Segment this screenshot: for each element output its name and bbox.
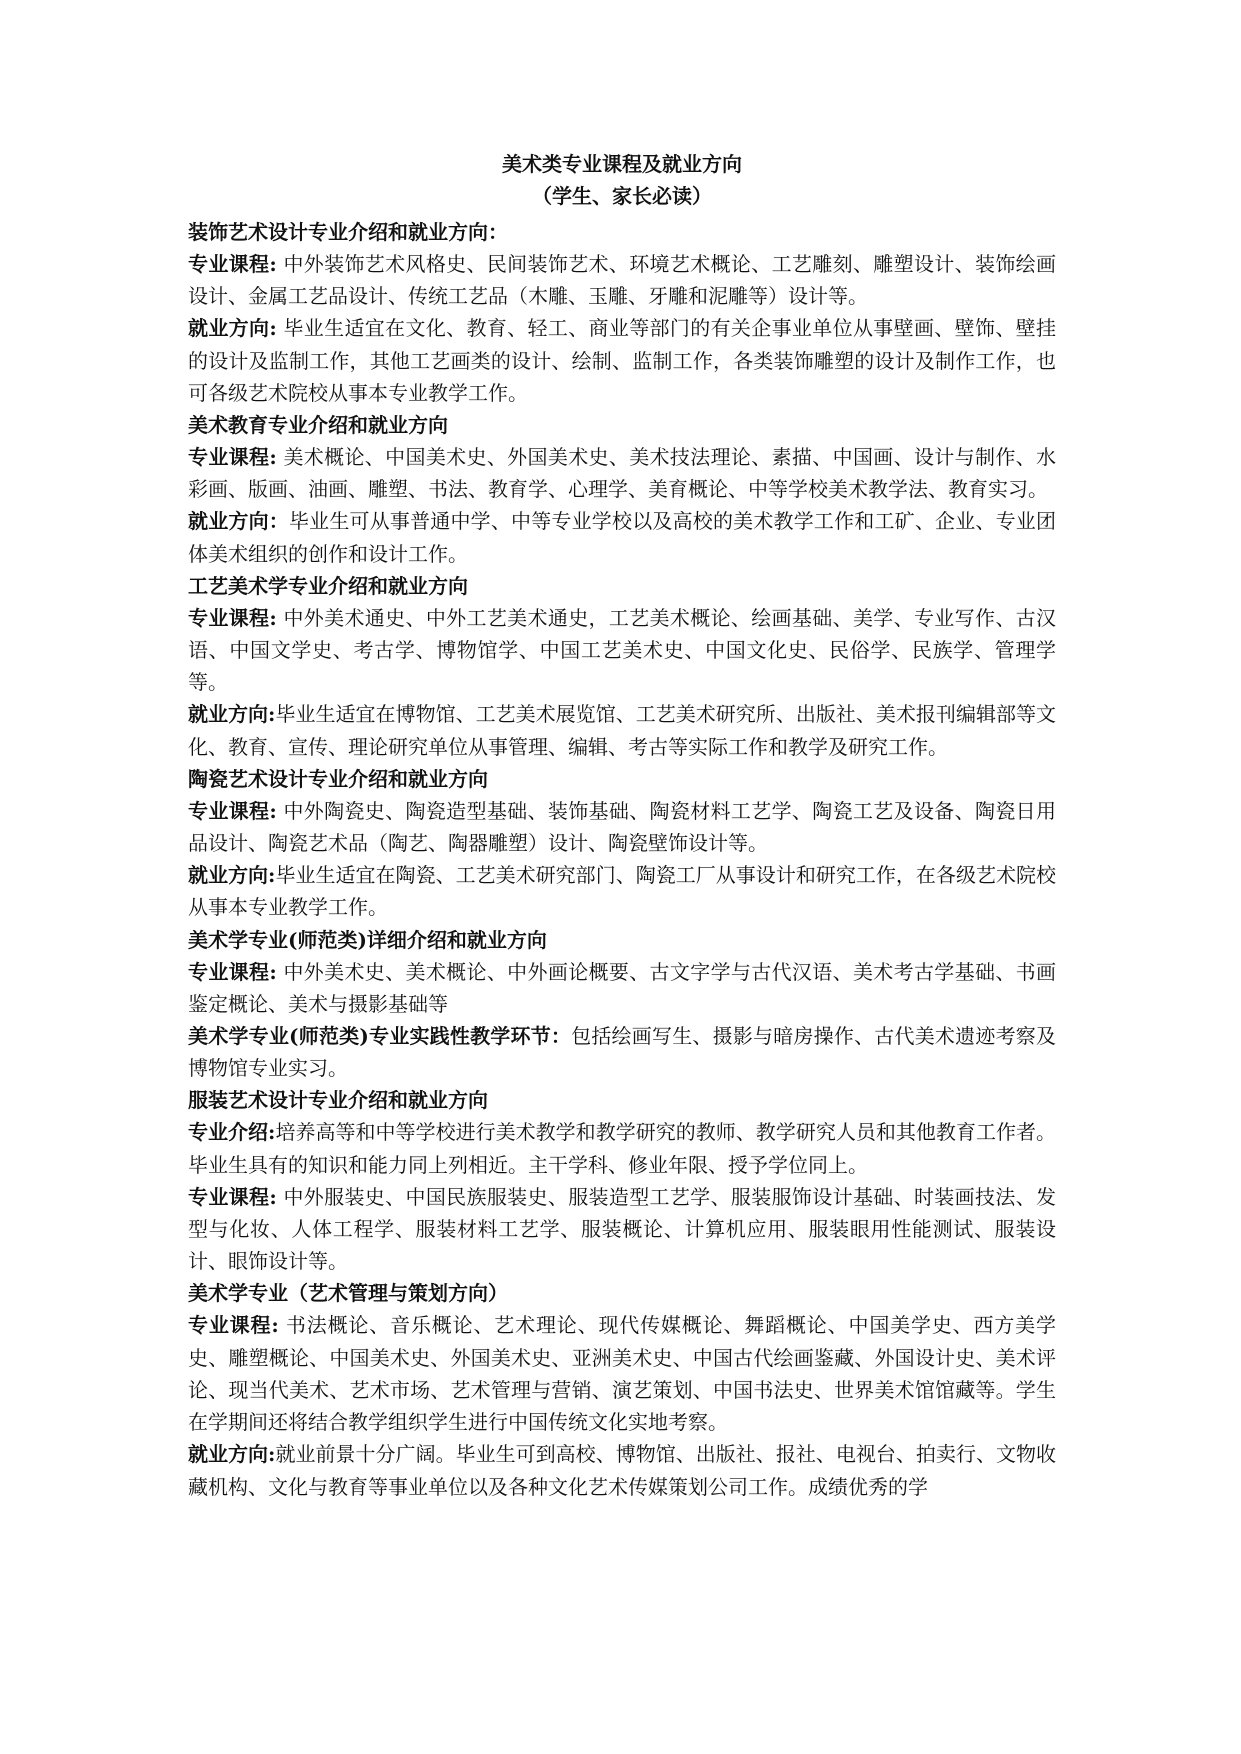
section-heading: 陶瓷艺术设计专业介绍和就业方向 xyxy=(188,766,488,791)
section-fine-arts-teacher-training xyxy=(188,924,1056,1085)
section-ceramic-art-design xyxy=(188,763,1056,924)
paragraph-introduction xyxy=(188,1116,1056,1180)
section-heading: 美术学专业（艺术管理与策划方向） xyxy=(188,1281,508,1306)
paragraph-careers xyxy=(188,1438,1056,1502)
paragraph-text: 中外陶瓷史、陶瓷造型基础、装饰基础、陶瓷材料工艺学、陶瓷工艺及设备、陶瓷日用品设计、陶瓷艺术品（陶艺、陶器雕塑）设计、陶瓷壁饰设计等。 xyxy=(188,798,1056,856)
document-page xyxy=(188,148,1056,1503)
paragraph-text: 就业前景十分广阔。毕业生可到高校、博物馆、出版社、报社、电视台、拍卖行、文物收藏机构、文化与教育等事业单位以及各种文化艺术传媒策划公司工作。成绩优秀的学 xyxy=(188,1442,1057,1499)
paragraph-careers xyxy=(188,312,1056,409)
paragraph-label: 专业课程: xyxy=(188,798,277,823)
paragraph-label: 专业课程: xyxy=(188,1313,279,1338)
paragraph-text: 毕业生适宜在陶瓷、工艺美术研究部门、陶瓷工厂从事设计和研究工作，在各级艺术院校从事本专业教学工作。 xyxy=(188,863,1057,920)
paragraph-text: 包括绘画写生、摄影与暗房操作、古代美术遗迹考察及博物馆专业实习。 xyxy=(188,1024,1056,1081)
paragraph-text: 培养高等和中等学校进行美术教学和教学研究的教师、教学研究人员和其他教育工作者。毕业生具有的知识和能力同上列相近。主干学科、修业年限、授予学位同上。 xyxy=(188,1120,1057,1177)
paragraph-label: 专业课程: xyxy=(188,959,277,984)
document-subtitle: （学生、家长必读） xyxy=(532,184,712,208)
paragraph-text: 中外服装史、中国民族服装史、服装造型工艺学、服装服饰设计基础、时装画技法、发型与化妆、人体工程学、服装材料工艺学、服装概论、计算机应用、服装眼用性能测试、服装设计、眼饰设计等。 xyxy=(188,1184,1056,1274)
paragraph-courses xyxy=(188,795,1056,859)
section-heading: 装饰艺术设计专业介绍和就业方向： xyxy=(188,220,508,244)
paragraph-practice xyxy=(188,1020,1056,1084)
paragraph-label: 专业课程: xyxy=(188,1184,277,1209)
paragraph-label: 就业方向: xyxy=(188,316,277,341)
paragraph-label: 就业方向： xyxy=(188,509,289,534)
paragraph-label: 美术学专业(师范类)专业实践性教学环节： xyxy=(188,1024,572,1049)
paragraph-text: 美术概论、中国美术史、外国美术史、美术技法理论、素描、中国画、设计与制作、水彩画、版画、油画、雕塑、书法、教育学、心理学、美育概论、中等学校美术教学法、教育实习。 xyxy=(188,445,1056,502)
paragraph-courses xyxy=(188,248,1056,312)
section-art-education xyxy=(188,409,1056,570)
document-title: 美术类专业课程及就业方向 xyxy=(502,152,742,176)
paragraph-label: 专业课程: xyxy=(188,252,277,276)
paragraph-careers xyxy=(188,505,1056,569)
paragraph-text: 毕业生可从事普通中学、中等专业学校以及高校的美术教学工作和工矿、企业、专业团体美术组织的创作和设计工作。 xyxy=(188,509,1057,566)
paragraph-courses xyxy=(188,1181,1056,1278)
paragraph-label: 专业课程: xyxy=(188,445,277,470)
section-decorative-art-design xyxy=(188,216,1056,409)
paragraph-courses xyxy=(188,602,1056,699)
paragraph-text: 中外美术史、美术概论、中外画论概要、古文字学与古代汉语、美术考古学基础、书画鉴定概论、美术与摄影基础等 xyxy=(188,959,1056,1016)
section-art-management-planning xyxy=(188,1277,1056,1502)
paragraph-courses xyxy=(188,1309,1056,1438)
paragraph-text: 毕业生适宜在博物馆、工艺美术展览馆、工艺美术研究所、出版社、美术报刊编辑部等文化、教育、宣传、理论研究单位从事管理、编辑、考古等实际工作和教学及研究工作。 xyxy=(188,702,1057,759)
paragraph-label: 专业介绍: xyxy=(188,1120,276,1145)
paragraph-careers xyxy=(188,859,1056,923)
paragraph-careers xyxy=(188,698,1056,762)
paragraph-label: 就业方向: xyxy=(188,863,276,888)
paragraph-courses xyxy=(188,441,1056,505)
paragraph-courses xyxy=(188,956,1056,1020)
paragraph-label: 就业方向: xyxy=(188,1442,276,1467)
section-fashion-art-design xyxy=(188,1084,1056,1277)
paragraph-text: 书法概论、音乐概论、艺术理论、现代传媒概论、舞蹈概论、中国美学史、西方美学史、雕塑概论、中国美术史、外国美术史、亚洲美术史、中国古代绘画鉴藏、外国设计史、美术评论、现当代美术、艺术市场、艺术管理与营销、演艺策划、中国书法史、世界美术馆馆藏等。学生在学期间还将结合教学组织学生进行中国传统文化实地考察。 xyxy=(188,1313,1056,1435)
paragraph-label: 就业方向: xyxy=(188,702,276,727)
paragraph-text: 毕业生适宜在文化、教育、轻工、商业等部门的有关企事业单位从事壁画、壁饰、壁挂的设计及监制工作，其他工艺画类的设计、绘制、监制工作，各类装饰雕塑的设计及制作工作，也可各级艺术院校从事本专业教学工作。 xyxy=(188,316,1056,405)
section-craft-art-studies xyxy=(188,570,1056,763)
section-heading: 美术学专业(师范类)详细介绍和就业方向 xyxy=(188,927,547,952)
section-heading: 服装艺术设计专业介绍和就业方向 xyxy=(188,1088,488,1113)
paragraph-label: 专业课程: xyxy=(188,605,277,630)
section-heading: 美术教育专业介绍和就业方向 xyxy=(188,413,448,438)
section-heading: 工艺美术学专业介绍和就业方向 xyxy=(188,573,468,598)
paragraph-text: 中外装饰艺术风格史、民间装饰艺术、环境艺术概论、工艺雕刻、雕塑设计、装饰绘画设计、金属工艺品设计、传统工艺品（木雕、玉雕、牙雕和泥雕等）设计等。 xyxy=(188,252,1056,309)
paragraph-text: 中外美术通史、中外工艺美术通史，工艺美术概论、绘画基础、美学、专业写作、古汉语、中国文学史、考古学、博物馆学、中国工艺美术史、中国文化史、民俗学、民族学、管理学等。 xyxy=(188,605,1056,695)
